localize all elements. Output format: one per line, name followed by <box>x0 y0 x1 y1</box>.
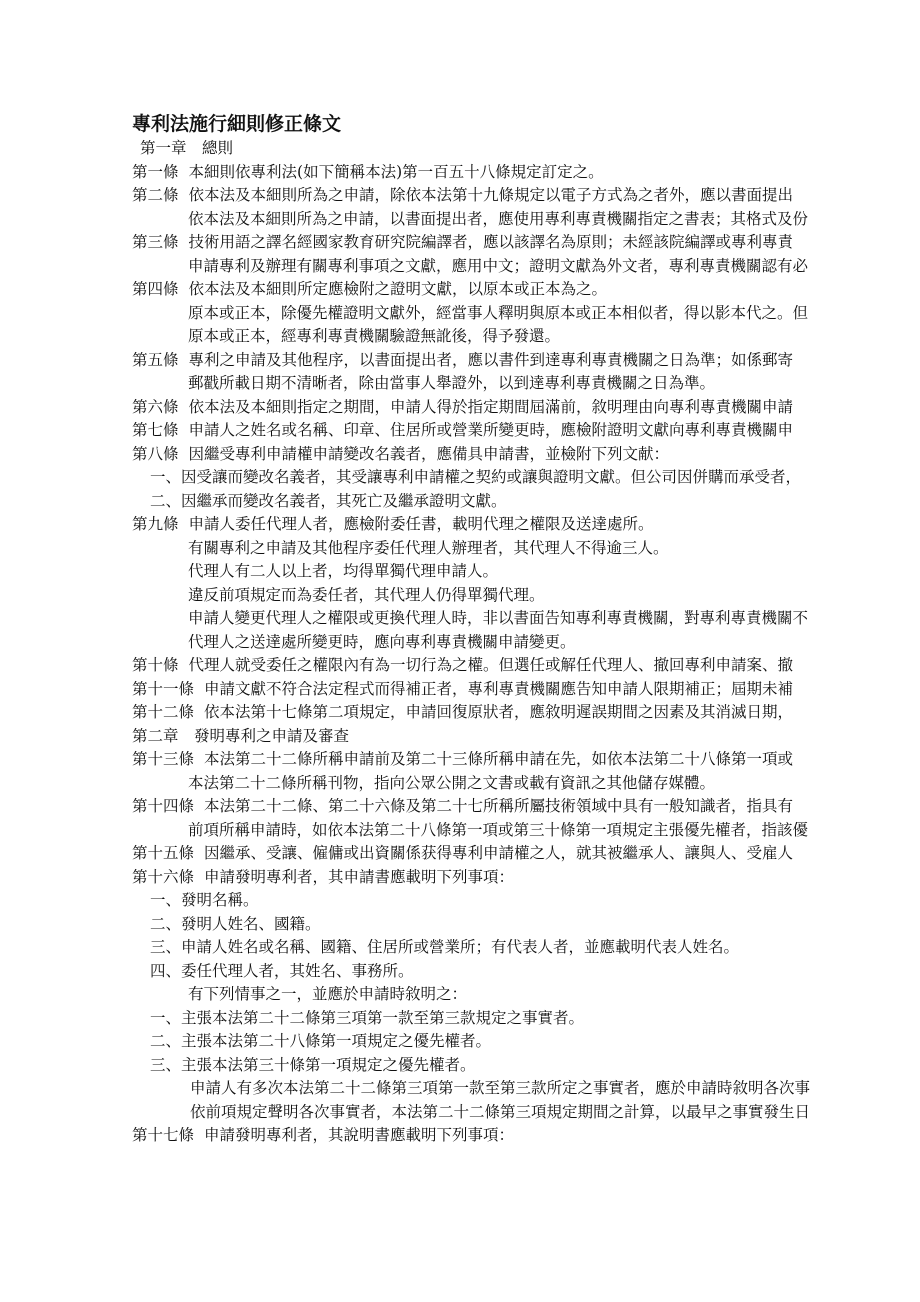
paragraph-line <box>0 819 920 843</box>
article-line <box>0 842 920 866</box>
article-text: 申請文獻不符合法定程式而得補正者，專利專責機關應告知申請人限期補正；屆期未補 <box>204 679 794 698</box>
article-text: 申請發明專利者，其說明書應載明下列事項： <box>204 1126 515 1144</box>
article-text: 依本法及本細則指定之期間，申請人得於指定期間屆滿前，敘明理由向專利專責機關申請 <box>188 397 794 416</box>
article-text: 申請人之姓名或名稱、印章、住居所或營業所變更時，應檢附證明文獻向專利專責機關申 <box>188 421 794 439</box>
paragraph-line <box>0 325 920 349</box>
article-line <box>0 184 920 208</box>
article-line <box>0 419 920 443</box>
article-line <box>0 701 920 725</box>
line-text: 一、發明名稱。 <box>150 891 259 909</box>
article-line <box>0 349 920 373</box>
paragraph-line <box>0 631 920 655</box>
article-number: 第四條 <box>132 280 179 298</box>
line-text: 有下列情事之一，並應於申請時敘明之： <box>188 985 468 1003</box>
article-line <box>0 161 920 185</box>
article-number: 第十四條 <box>132 797 195 815</box>
paragraph-line <box>0 1077 920 1101</box>
line-text: 原本或正本，除優先權證明文獻外，經當事人釋明與原本或正本相似者，得以影本代之。但 <box>188 303 809 322</box>
article-number: 第一條 <box>132 162 179 181</box>
list-item <box>0 889 920 913</box>
list-item <box>0 1007 920 1031</box>
article-number: 第九條 <box>132 515 179 533</box>
chapter-heading <box>0 137 920 161</box>
line-text: 申請專利及辦理有關專利事項之文獻，應用中文；證明文獻為外文者，專利專責機關認有必 <box>188 256 809 275</box>
line-text: 三、主張本法第三十條第一項規定之優先權者。 <box>150 1055 476 1074</box>
article-number: 第七條 <box>132 421 179 439</box>
article-line <box>0 513 920 537</box>
article-line <box>0 396 920 420</box>
article-number: 第十七條 <box>132 1126 195 1144</box>
article-text: 依本法第十七條第二項規定，申請回復原狀者，應敘明遲誤期間之因素及其消滅日期， <box>204 703 794 721</box>
paragraph-line <box>0 372 920 396</box>
paragraph-line <box>0 537 920 561</box>
list-item <box>0 1054 920 1078</box>
article-text: 因繼承、受讓、僱傭或出資關係获得專利申請權之人，就其被繼承人、讓與人、受雇人 <box>204 844 794 862</box>
article-line <box>0 278 920 302</box>
list-item <box>0 490 920 514</box>
paragraph-line <box>0 584 920 608</box>
line-text: 前項所稱申請時，如依本法第二十八條第一項或第三十條第一項規定主張優先權者，指該優 <box>188 820 809 839</box>
article-text: 本細則依專利法(如下簡稱本法)第一百五十八條規定訂定之。 <box>188 162 604 181</box>
article-text: 依本法及本細則所為之申請，除依本法第十九條規定以電子方式為之者外，應以書面提出 <box>188 186 794 204</box>
paragraph-line <box>0 255 920 279</box>
line-text: 第一章 總則 <box>140 139 234 157</box>
line-text: 違反前項規定而為委任者，其代理人仍得單獨代理。 <box>188 585 545 604</box>
article-line <box>0 748 920 772</box>
article-line <box>0 678 920 702</box>
article-line <box>0 654 920 678</box>
line-text: 依前項規定聲明各次事實者，本法第二十二條第三項規定期間之計算，以最早之事實發生日 <box>190 1102 811 1121</box>
document-title: 專利法施行細則修正條文 <box>132 113 342 135</box>
line-text: 一、主張本法第二十二條第三項第一款至第三款規定之事實者。 <box>150 1008 585 1027</box>
paragraph-line <box>0 302 920 326</box>
article-line <box>0 443 920 467</box>
article-number: 第十一條 <box>132 679 195 698</box>
line-text: 代理人有二人以上者，均得單獨代理申請人。 <box>188 562 499 580</box>
line-text: 依本法及本細則所為之申請，以書面提出者，應使用專利專責機關指定之書表；其格式及份 <box>188 209 809 228</box>
article-number: 第三條 <box>132 233 179 251</box>
article-text: 本法第二十二條所稱申請前及第二十三條所稱申請在先，如依本法第二十八條第一項或 <box>204 750 794 768</box>
line-text: 本法第二十二條所稱刊物，指向公眾公開之文書或載有資訊之其他儲存媒體。 <box>188 773 716 792</box>
article-number: 第二條 <box>132 186 179 204</box>
list-item <box>0 960 920 984</box>
article-text: 申請發明專利者，其申請書應載明下列事項： <box>204 867 515 886</box>
article-number: 第十五條 <box>132 844 195 862</box>
article-number: 第八條 <box>132 444 179 463</box>
list-item <box>0 466 920 490</box>
line-text: 第二章 發明專利之申請及審查 <box>132 726 350 745</box>
article-line <box>0 866 920 890</box>
line-text: 有關專利之申請及其他程序委任代理人辦理者，其代理人不得逾三人。 <box>188 538 669 557</box>
line-text: 一、因受讓而變改名義者，其受讓專利申請權之契約或讓與證明文獻。但公司因併購而承受者， <box>150 468 802 486</box>
chapter-heading <box>0 725 920 749</box>
paragraph-line <box>0 208 920 232</box>
line-text: 郵戳所載日期不清晰者，除由當事人舉證外，以到達專利專責機關之日為準。 <box>188 374 716 392</box>
article-line <box>0 795 920 819</box>
line-text: 二、發明人姓名、國籍。 <box>150 914 321 933</box>
article-number: 第十二條 <box>132 703 195 721</box>
paragraph-line <box>0 1101 920 1125</box>
paragraph-line <box>0 772 920 796</box>
article-text: 專利之申請及其他程序，以書面提出者，應以書件到達專利專責機關之日為準；如係郵寄 <box>188 350 794 369</box>
article-text: 申請人委任代理人者，應檢附委任書，載明代理之權限及送達處所。 <box>188 515 654 533</box>
article-text: 本法第二十二條、第二十六條及第二十七所稱所屬技術領域中具有一般知識者，指具有 <box>204 797 794 815</box>
paragraph-line <box>0 983 920 1007</box>
article-number: 第十三條 <box>132 750 195 768</box>
line-text: 原本或正本，經專利專責機關驗證無訛後，得予發還。 <box>188 327 561 345</box>
article-number: 第六條 <box>132 397 179 416</box>
article-text: 依本法及本細則所定應檢附之證明文獻，以原本或正本為之。 <box>188 280 608 298</box>
line-text: 二、主張本法第二十八條第一項規定之優先權者。 <box>150 1032 492 1050</box>
paragraph-line <box>0 607 920 631</box>
line-text: 申請人有多次本法第二十二條第三項第一款至第三款所定之事實者，應於申請時敘明各次事 <box>190 1079 811 1097</box>
line-text: 二、因繼承而變改名義者，其死亡及繼承證明文獻。 <box>150 491 507 510</box>
line-text: 申請人變更代理人之權限或更換代理人時，非以書面告知專利專責機關，對專利專責機關不 <box>188 609 809 627</box>
line-text: 四、委任代理人者，其姓名、事務所。 <box>150 961 414 980</box>
article-number: 第十條 <box>132 656 179 674</box>
article-number: 第五條 <box>132 350 179 369</box>
list-item <box>0 913 920 937</box>
article-text: 技術用語之譯名經國家教育研究院編譯者，應以該譯名為原則；未經該院編譯或專利專責 <box>188 233 794 251</box>
article-text: 代理人就受委任之權限內有為一切行為之權。但選任或解任代理人、撤回專利申請案、撤 <box>188 656 794 674</box>
document-body <box>0 137 920 1148</box>
line-text: 代理人之送達處所變更時，應向專利專責機關申請變更。 <box>188 632 576 651</box>
article-line <box>0 1124 920 1148</box>
line-text: 三、申請人姓名或名稱、國籍、住居所或營業所；有代表人者，並應載明代表人姓名。 <box>150 938 740 956</box>
article-text: 因繼受專利申請權申請變改名義者，應備具申請書，並檢附下列文献： <box>188 444 670 463</box>
article-line <box>0 231 920 255</box>
article-number: 第十六條 <box>132 867 195 886</box>
list-item <box>0 936 920 960</box>
list-item <box>0 1030 920 1054</box>
paragraph-line <box>0 560 920 584</box>
